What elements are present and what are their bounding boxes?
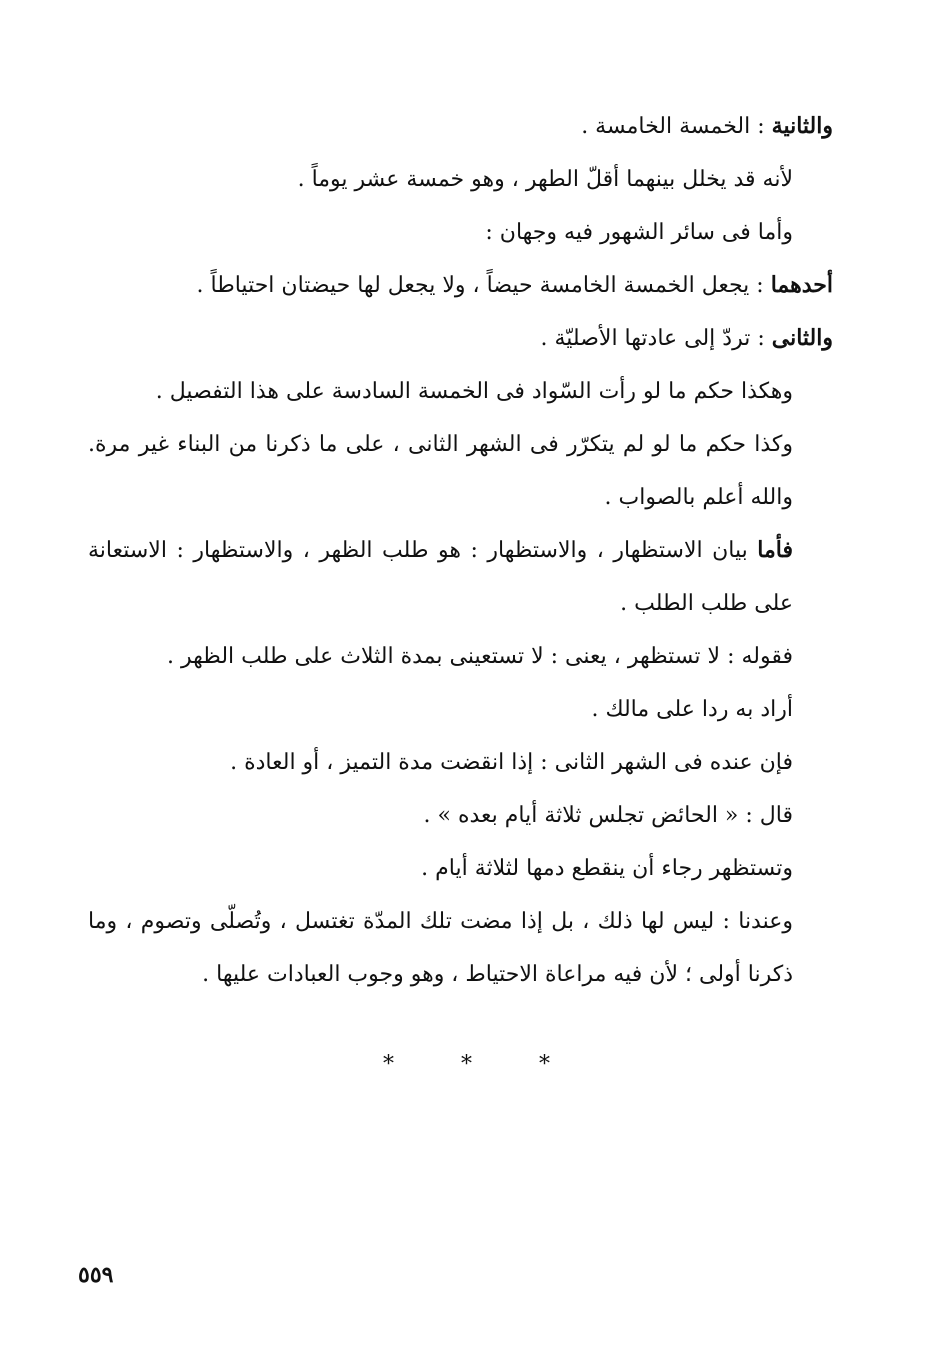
paragraph-2 <box>88 153 833 206</box>
paragraph-text: : يجعل الخمسة الخامسة حيضاً ، ولا يجعل لها حيضتان احتياطاً . <box>196 273 771 298</box>
paragraph-text: : تردّ إلى عادتها الأصليّة . <box>540 326 772 351</box>
star-ornament: * <box>539 1052 550 1077</box>
paragraph-10 <box>88 683 833 736</box>
star-ornament: * <box>383 1052 394 1077</box>
paragraph-lead: أحدهما <box>770 272 833 298</box>
paragraph-4 <box>88 259 833 312</box>
paragraph-5 <box>88 312 833 365</box>
star-ornament: * <box>461 1052 472 1077</box>
paragraph-text: فقوله : لا تستظهر ، يعنى : لا تستعينى بمدة الثلاث على طلب الظهر . <box>167 644 793 669</box>
paragraph-14 <box>88 895 833 1001</box>
body-text <box>88 100 833 1001</box>
paragraph-lead: فأما <box>757 537 793 563</box>
paragraph-text: لأنه قد يخلل بينهما أقلّ الطهر ، وهو خمسة عشر يوماً . <box>297 167 793 192</box>
paragraph-text: وأما فى سائر الشهور فيه وجهان : <box>485 220 793 245</box>
paragraph-7 <box>88 418 833 524</box>
paragraph-text: قال : « الحائض تجلس ثلاثة أيام بعده » . <box>423 803 793 828</box>
paragraph-1 <box>88 100 833 153</box>
paragraph-12 <box>88 789 833 842</box>
section-separator <box>0 1052 933 1077</box>
paragraph-text: أراد به ردا على مالك . <box>591 697 793 722</box>
paragraph-6 <box>88 365 833 418</box>
paragraph-text: وهكذا حكم ما لو رأت السّواد فى الخمسة السادسة على هذا التفصيل . <box>155 379 793 404</box>
paragraph-text: : الخمسة الخامسة . <box>581 114 772 139</box>
paragraph-11 <box>88 736 833 789</box>
paragraph-lead: والثانية <box>771 113 833 139</box>
paragraph-3 <box>88 206 833 259</box>
paragraph-text: بيان الاستظهار ، والاستظهار : هو طلب الظهر ، والاستظهار : الاستعانة على طلب الطلب . <box>88 538 793 616</box>
page-number: ٥٥٩ <box>78 1262 114 1288</box>
paragraph-8 <box>88 524 833 630</box>
paragraph-9 <box>88 630 833 683</box>
paragraph-text: وكذا حكم ما لو لم يتكرّر فى الشهر الثانى ، على ما ذكرنا من البناء غير مرة. والله أعلم بالصواب . <box>88 432 793 510</box>
paragraph-13 <box>88 842 833 895</box>
paragraph-text: فإن عنده فى الشهر الثانى : إذا انقضت مدة التميز ، أو العادة . <box>230 750 793 775</box>
paragraph-text: وتستظهر رجاء أن ينقطع دمها لثلاثة أيام . <box>421 856 793 881</box>
paragraph-lead: والثانى <box>771 325 833 351</box>
paragraph-text: وعندنا : ليس لها ذلك ، بل إذا مضت تلك المدّة تغتسل ، وتُصلّى وتصوم ، وما ذكرنا أولى ؛ لأن فيه مراعاة الاحتياط ، وهو وجوب العبادات عليها . <box>88 909 793 987</box>
